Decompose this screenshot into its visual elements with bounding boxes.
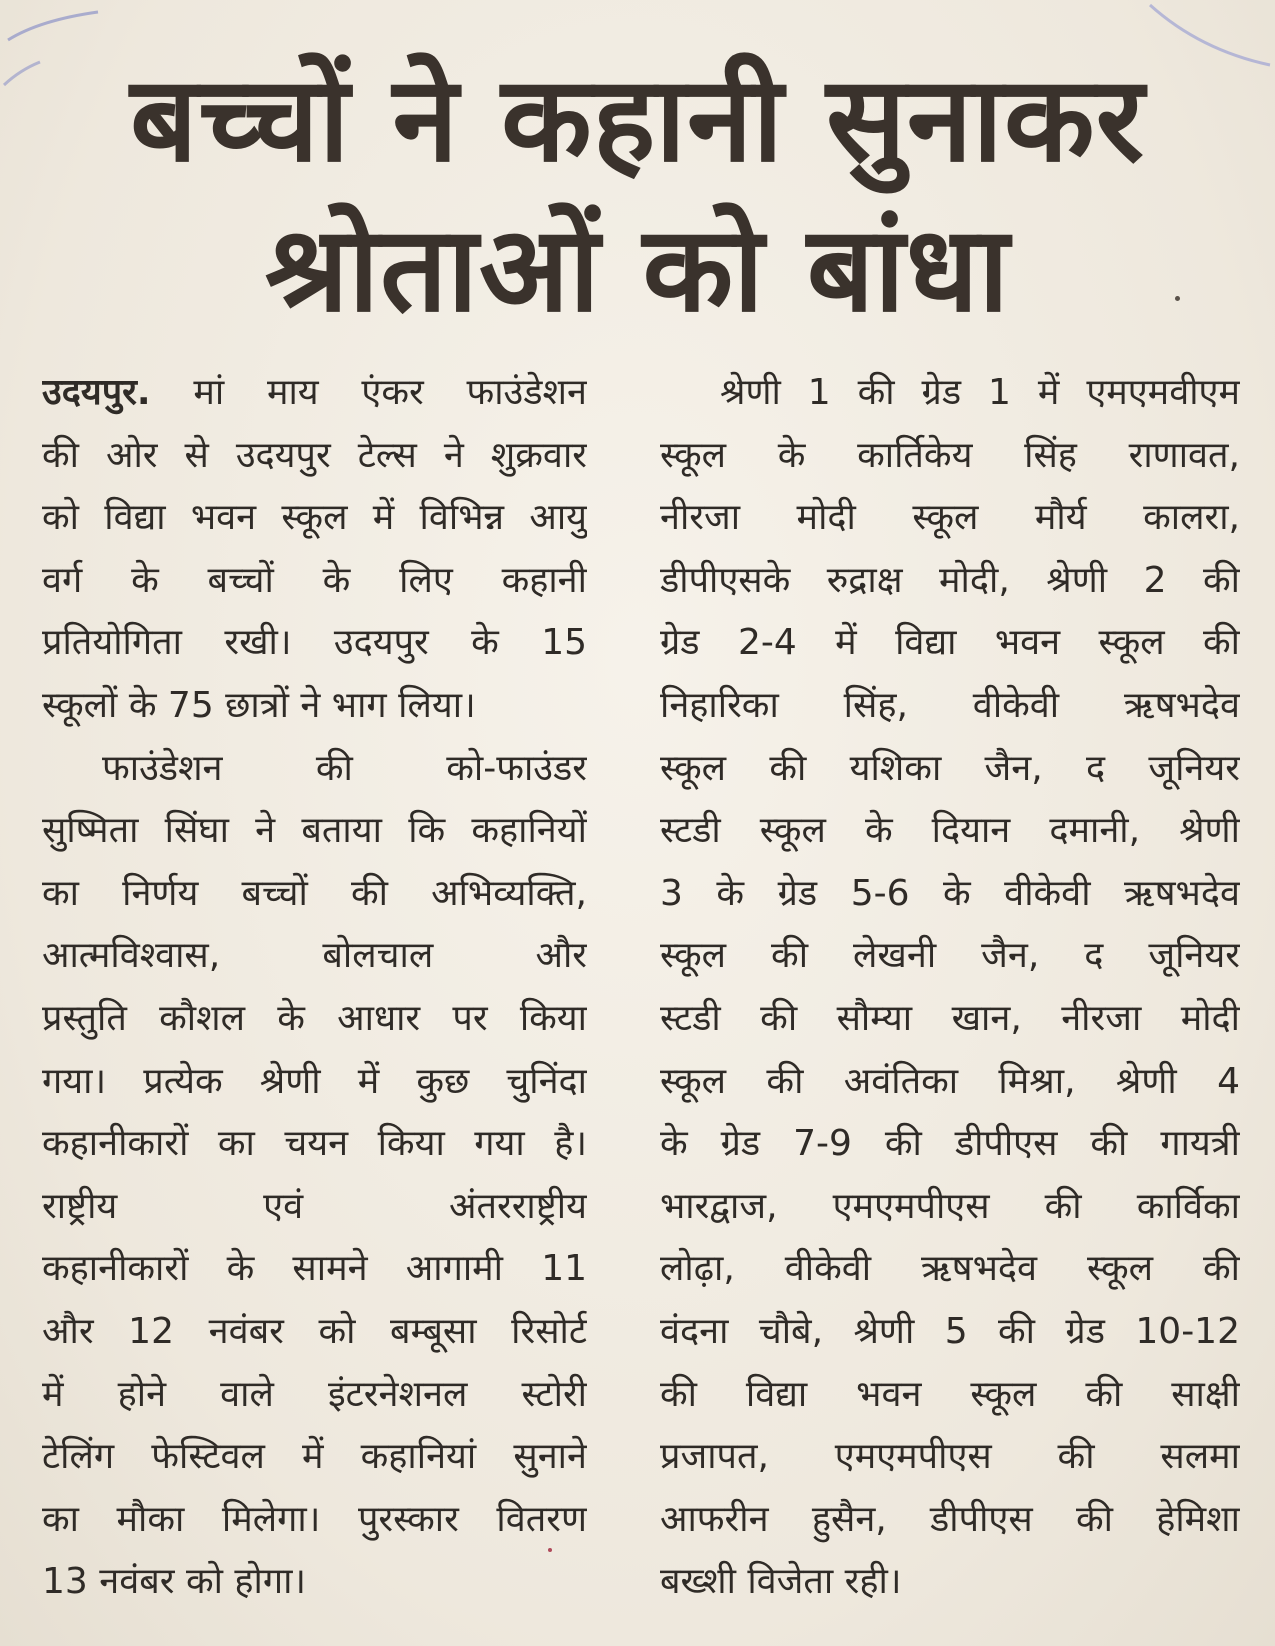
body-line: नीरजा मोदी स्कूल मौर्य कालरा, (660, 497, 1240, 539)
headline-line-2: श्रोताओं को बांधा (265, 200, 1010, 338)
body-line: लोढ़ा, वीकेवी ऋषभदेव स्कूल की (660, 1248, 1240, 1290)
body-line: ग्रेड 2-4 में विद्या भवन स्कूल की (660, 622, 1240, 664)
body-line: निहारिका सिंह, वीकेवी ऋषभदेव (660, 684, 1240, 726)
body-line: 3 के ग्रेड 5-6 के वीकेवी ऋषभदेव (660, 872, 1240, 914)
body-line: प्रजापत, एमएमपीएस की सलमा (660, 1436, 1240, 1478)
dateline: उदयपुर. (42, 372, 151, 413)
body-line: भारद्वाज, एमएमपीएस की कार्विका (660, 1185, 1240, 1227)
body-line: सुष्मिता सिंघा ने बताया कि कहानियों (42, 810, 587, 852)
body-line: की विद्या भवन स्कूल की साक्षी (660, 1373, 1240, 1415)
body-line: वर्ग के बच्चों के लिए कहानी (42, 559, 587, 601)
body-line: कहानीकारों के सामने आगामी 11 (42, 1248, 587, 1290)
body-line: का निर्णय बच्चों की अभिव्यक्ति, (42, 872, 587, 914)
headline (60, 44, 1215, 344)
left-column (42, 362, 587, 1614)
right-column (660, 362, 1240, 1614)
body-line: कहानीकारों का चयन किया गया है। (42, 1123, 587, 1165)
body-line: स्कूल की अवंतिका मिश्रा, श्रेणी 4 (660, 1060, 1240, 1102)
body-line: स्कूलों के 75 छात्रों ने भाग लिया। (42, 684, 476, 726)
body-line: के ग्रेड 7-9 की डीपीएस की गायत्री (660, 1123, 1240, 1165)
body-line: और 12 नवंबर को बम्बूसा रिसोर्ट (42, 1310, 587, 1352)
body-line (42, 362, 587, 425)
body-line: 13 नवंबर को होगा। (42, 1561, 307, 1603)
body-line: डीपीएसके रुद्राक्ष मोदी, श्रेणी 2 की (660, 559, 1240, 601)
body-line: प्रस्तुति कौशल के आधार पर किया (42, 997, 587, 1039)
body-line: स्टडी स्कूल के दियान दमानी, श्रेणी (660, 810, 1240, 852)
body-line: स्कूल के कार्तिकेय सिंह राणावत, (660, 434, 1240, 476)
body-line: आफरीन हुसैन, डीपीएस की हेमिशा (660, 1498, 1240, 1540)
body-line: स्कूल की यशिका जैन, द जूनियर (660, 747, 1240, 789)
body-line: में होने वाले इंटरनेशनल स्टोरी (42, 1373, 587, 1415)
body-line: वंदना चौबे, श्रेणी 5 की ग्रेड 10-12 (660, 1310, 1240, 1352)
body-line: प्रतियोगिता रखी। उदयपुर के 15 (42, 622, 587, 664)
body-line: स्टडी की सौम्या खान, नीरजा मोदी (660, 997, 1240, 1039)
body-line: का मौका मिलेगा। पुरस्कार वितरण (42, 1498, 587, 1540)
body-line-text: मां माय एंकर फाउंडेशन (150, 372, 587, 413)
body-line: श्रेणी 1 की ग्रेड 1 में एमएमवीएम (720, 372, 1240, 413)
body-line: फाउंडेशन की को-फाउंडर (102, 747, 587, 789)
body-line: स्कूल की लेखनी जैन, द जूनियर (660, 935, 1240, 977)
body-line: बख्शी विजेता रही। (660, 1561, 902, 1603)
body-line: की ओर से उदयपुर टेल्स ने शुक्रवार (42, 434, 587, 476)
body-line: टेलिंग फेस्टिवल में कहानियां सुनाने (42, 1436, 587, 1478)
body-line: राष्ट्रीय एवं अंतरराष्ट्रीय (42, 1185, 587, 1227)
body-line: को विद्या भवन स्कूल में विभिन्न आयु (42, 497, 587, 539)
ink-speck (548, 1548, 552, 1552)
body-line: आत्मविश्वास, बोलचाल और (42, 935, 587, 977)
body-line: गया। प्रत्येक श्रेणी में कुछ चुनिंदा (42, 1060, 587, 1102)
headline-line-1: बच्चों ने कहानी सुनाकर (130, 50, 1145, 188)
ink-speck (1175, 296, 1180, 301)
